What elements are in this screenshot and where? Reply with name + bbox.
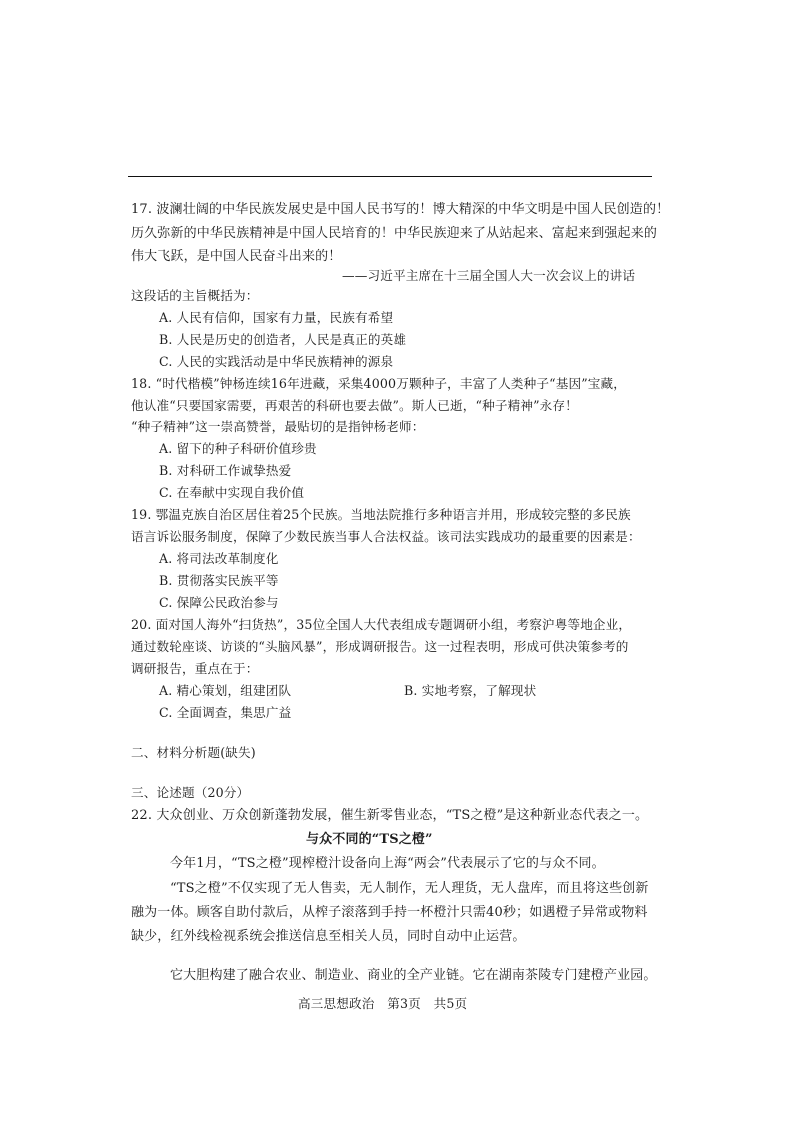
q18-line-3: “种子精神”这一崇高赞誉，最贴切的是指钟杨老师： [131, 419, 425, 434]
q22-paragraph-2-line-2: 融为一体。顾客自助付款后，从榨子滚落到手持一杯橙汁只需40秒；如遇橙子异常或物料 [131, 905, 648, 920]
q19-option-b: B. 贯彻落实民族平等 [159, 573, 279, 588]
q22-paragraph-2-line-1: “TS之橙”不仅实现了无人售卖，无人制作，无人理货，无人盘库，而且将这些创新 [170, 881, 649, 896]
q20-option-c: C. 全面调查，集思广益 [159, 705, 292, 720]
section-3-heading: 三、论述题（20分） [131, 785, 250, 800]
q18-option-c: C. 在奉献中实现自我价值 [159, 485, 305, 500]
q19-line-1: 19. 鄂温克族自治区居住着25个民族。当地法院推行多种语言并用，形成较完整的多民族 [131, 507, 631, 522]
q22-line-1: 22. 大众创业、万众创新蓬勃发展，催生新零售业态，“TS之橙”是这种新业态代表之一。 [131, 808, 649, 823]
q18-option-b: B. 对科研工作诚挚热爱 [159, 463, 292, 478]
q22-paragraph-2-line-3: 缺少，红外线检视系统会推送信息至相关人员，同时自动中止运营。 [131, 929, 526, 944]
q22-paragraph-1: 今年1月，“TS之橙”现榨橙汁设备向上海“两会”代表展示了它的与众不同。 [170, 856, 605, 871]
page-footer: 高三思想政治 第3页 共5页 [298, 996, 468, 1011]
q19-option-c: C. 保障公民政治参与 [159, 595, 279, 610]
q17-line-3: 伟大飞跃，是中国人民奋斗出来的！ [131, 249, 342, 264]
q17-option-c: C. 人民的实践活动是中华民族精神的源泉 [159, 354, 394, 369]
q18-line-2: 他认准“只要国家需要，再艰苦的科研也要去做”。斯人已逝，“种子精神”永存！ [131, 398, 578, 413]
q17-stem: 这段话的主旨概括为： [131, 288, 259, 303]
q19-option-a: A. 将司法改革制度化 [159, 551, 279, 566]
q17-option-b: B. 人民是历史的创造者，人民是真正的英雄 [159, 332, 407, 347]
q17-line-1: 17. 波澜壮阔的中华民族发展史是中国人民书写的！博大精深的中华文明是中国人民创造的！ [131, 202, 670, 217]
q20-line-3: 调研报告，重点在于： [131, 661, 259, 676]
q20-line-1: 20. 面对国人海外“扫货热”，35位全国人大代表组成专题调研小组，考察沪粤等地企业， [131, 617, 632, 632]
header-rule [128, 176, 652, 177]
q18-option-a: A. 留下的种子科研价值珍贵 [159, 441, 317, 456]
q20-option-b: B. 实地考察，了解现状 [404, 683, 537, 698]
q20-line-2: 通过数轮座谈、访谈的“头脑风暴”，形成调研报告。这一过程表明，形成可供决策参考的 [131, 639, 629, 654]
q22-paragraph-3: 它大胆构建了融合农业、制造业、商业的全产业链。它在湖南茶陵专门建橙产业园。 [170, 968, 657, 983]
q17-option-a: A. 人民有信仰，国家有力量，民族有希望 [159, 310, 394, 325]
q22-material-title: 与众不同的“TS之橙” [306, 832, 433, 847]
q18-line-1: 18. “时代楷模”钟杨连续16年进藏，采集4000万颗种子，丰富了人类种子“基因”宝藏， [131, 376, 627, 391]
section-2-heading: 二、材料分析题(缺失) [131, 745, 256, 760]
q19-line-2: 语言诉讼服务制度，保障了少数民族当事人合法权益。该司法实践成功的最重要的因素是： [131, 529, 641, 544]
q17-line-2: 历久弥新的中华民族精神是中国人民培育的！中华民族迎来了从站起来、富起来到强起来的 [131, 226, 658, 241]
q17-source: ——习近平主席在十三届全国人大一次会议上的讲话 [342, 268, 636, 283]
q20-option-a: A. 精心策划，组建团队 [159, 683, 292, 698]
